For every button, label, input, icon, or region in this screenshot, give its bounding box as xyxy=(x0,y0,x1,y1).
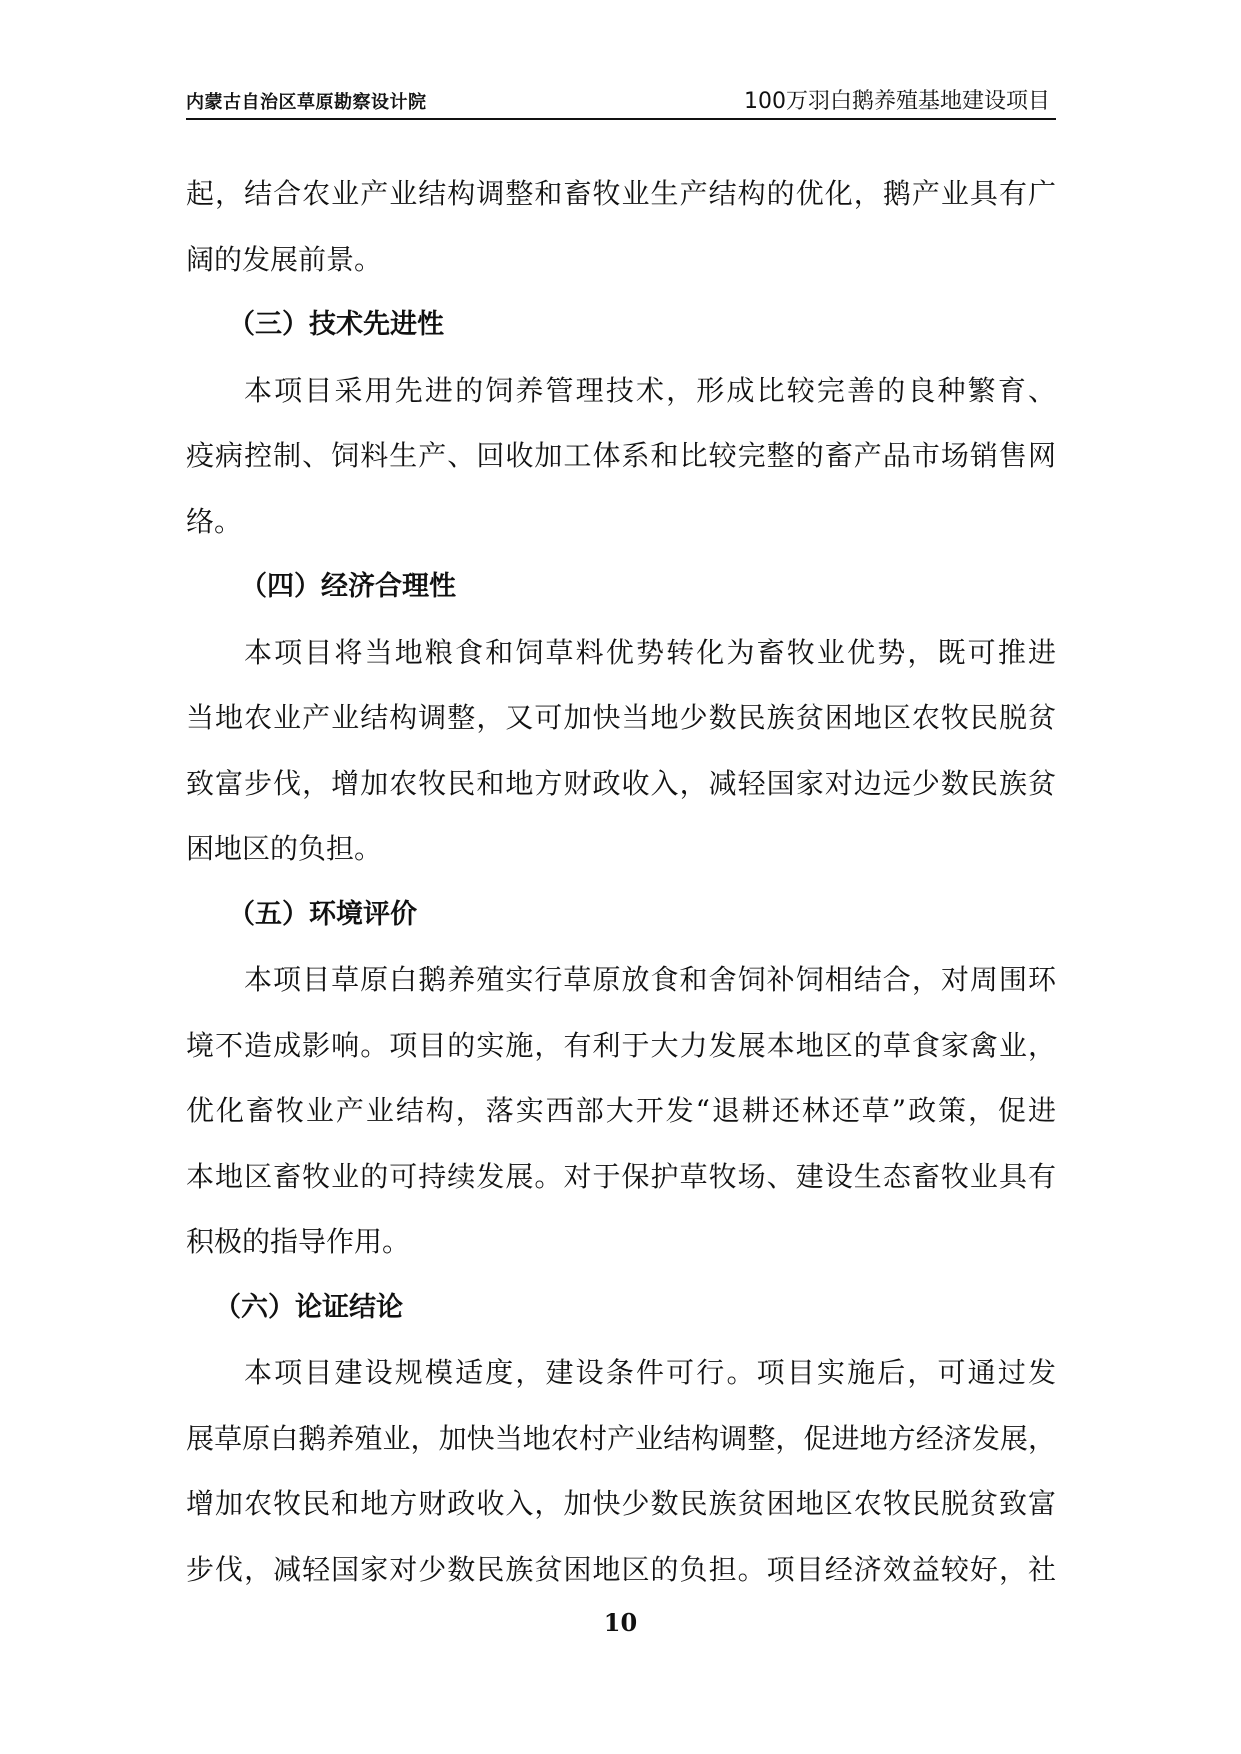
page-header xyxy=(186,82,1056,120)
paragraph-line: 本项目采用先进的饲养管理技术，形成比较完善的良种繁育、 xyxy=(244,373,1056,407)
paragraph-line: 优化畜牧业产业结构，落实西部大开发“退耕还林还草”政策，促进 xyxy=(186,1094,1056,1127)
paragraph-line: 本项目建设规模适度，建设条件可行。项目实施后，可通过发 xyxy=(244,1356,1056,1389)
paragraph-line: 境不造成影响。项目的实施，有利于大力发展本地区的草食家禽业， xyxy=(186,1028,1056,1062)
paragraph-line: 增加农牧民和地方财政收入，加快少数民族贫困地区农牧民脱贫致富 xyxy=(186,1487,1056,1520)
paragraph-line: 展草原白鹅养殖业，加快当地农村产业结构调整，促进地方经济发展， xyxy=(186,1421,1056,1455)
header-organization: 内蒙古自治区草原勘察设计院 xyxy=(186,92,427,113)
paragraph-line: 致富步伐，增加农牧民和地方财政收入，减轻国家对边远少数民族贫 xyxy=(186,766,1056,800)
paragraph-line: 疫病控制、饲料生产、回收加工体系和比较完整的畜产品市场销售网 xyxy=(186,439,1056,472)
document-body xyxy=(186,172,1056,1613)
paragraph-line: 积极的指导作用。 xyxy=(186,1225,411,1258)
paragraph-line: 步伐，减轻国家对少数民族贫困地区的负担。项目经济效益较好，社 xyxy=(186,1552,1056,1586)
page-number: 10 xyxy=(603,1608,638,1637)
paragraph-line: 本项目草原白鹅养殖实行草原放食和舍饲补饲相结合，对周围环 xyxy=(244,963,1056,996)
paragraph-line: 阔的发展前景。 xyxy=(186,242,383,276)
section-heading-economic: （四）经济合理性 xyxy=(240,571,456,602)
paragraph-line: 本项目将当地粮食和饲草料优势转化为畜牧业优势，既可推进 xyxy=(244,635,1056,669)
paragraph-line: 络。 xyxy=(186,504,243,538)
header-project-title: 100万羽白鹅养殖基地建设项目 xyxy=(744,89,1050,114)
paragraph-line: 困地区的负担。 xyxy=(186,832,383,865)
paragraph-line: 当地农业产业结构调整，又可加快当地少数民族贫困地区农牧民脱贫 xyxy=(186,701,1056,734)
section-heading-conclusion: （六）论证结论 xyxy=(214,1291,403,1323)
section-heading-environment: （五）环境评价 xyxy=(228,898,417,930)
paragraph-line: 本地区畜牧业的可持续发展。对于保护草牧场、建设生态畜牧业具有 xyxy=(186,1159,1056,1193)
paragraph-line: 起，结合农业产业结构调整和畜牧业生产结构的优化，鹅产业具有广 xyxy=(186,177,1056,210)
header-rule xyxy=(186,118,1056,120)
section-heading-tech: （三）技术先进性 xyxy=(228,309,444,340)
